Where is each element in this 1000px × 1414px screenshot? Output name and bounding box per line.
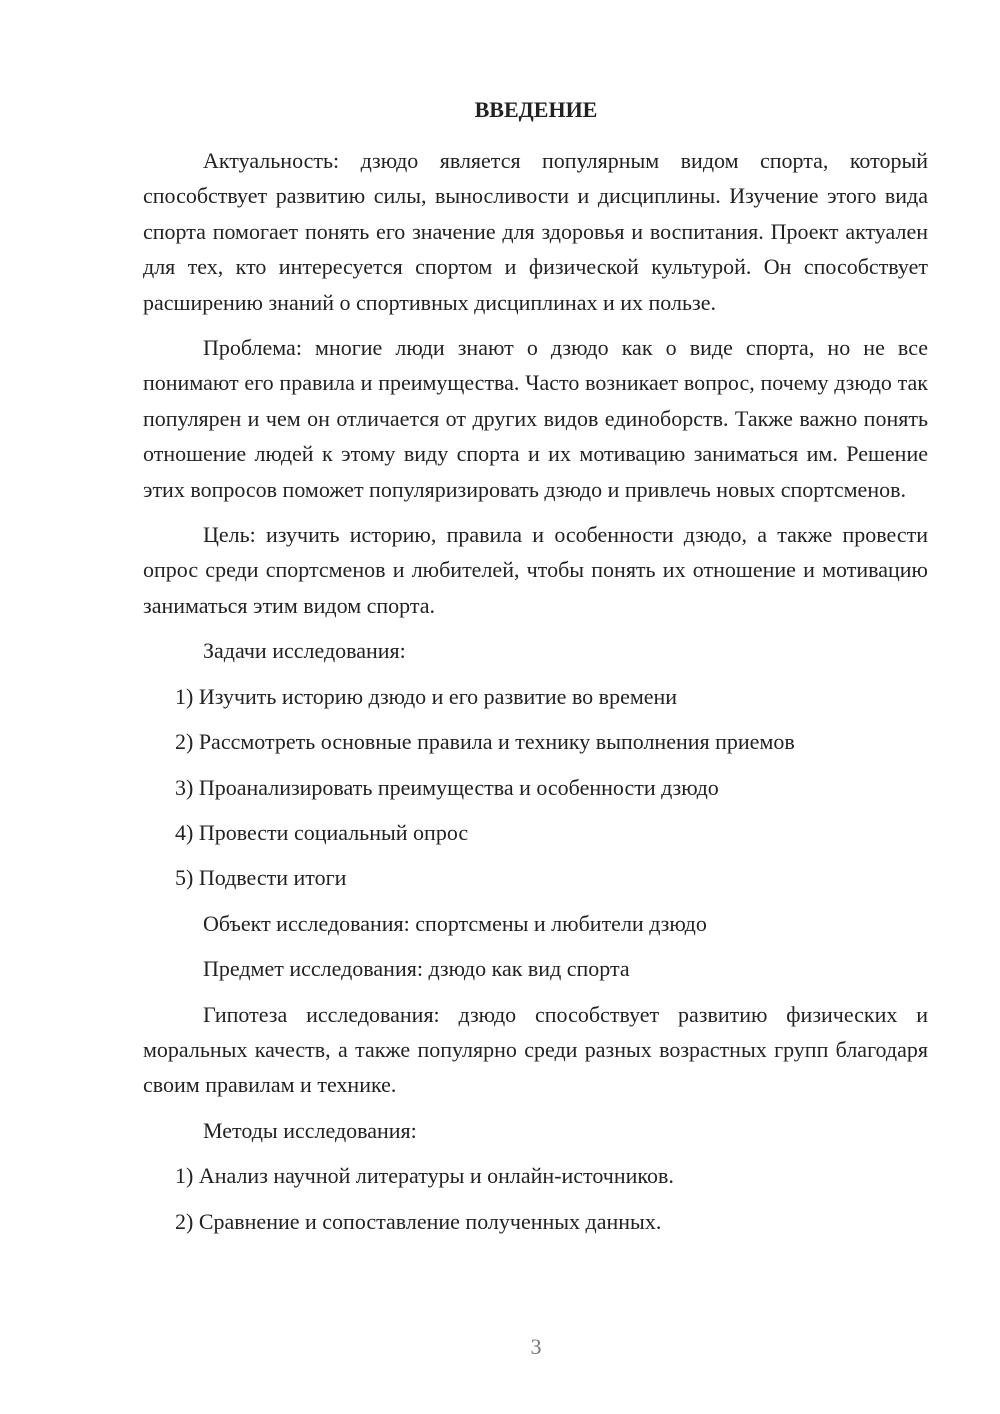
- page-title: ВВЕДЕНИЕ: [474, 97, 598, 122]
- problem-paragraph: Проблема: многие люди знают о дзюдо как о виде спорта, но не все понимают его правила и преимущества. Часто возникает вопрос, почему дзюдо так популярен и чем он отличается от других видов единоборств. Также важно понять отношение людей к этому виду спорта и их мотивацию заниматься им. Решение этих вопросов поможет популяризировать дзюдо и привлечь новых спортсменов.: [143, 335, 928, 502]
- task-item-3: 3) Проанализировать преимущества и особенности дзюдо: [175, 774, 719, 800]
- subject-line: Предмет исследования: дзюдо как вид спорта: [203, 956, 630, 982]
- method-item-1: 1) Анализ научной литературы и онлайн-источников.: [175, 1163, 674, 1189]
- hypothesis-paragraph: Гипотеза исследования: дзюдо способствует развитию физических и моральных качеств, а также популярно среди разных возрастных групп благодаря своим правилам и технике.: [143, 1001, 928, 1098]
- task-item-4: 4) Провести социальный опрос: [175, 819, 469, 845]
- tasks-list: [143, 679, 928, 896]
- task-item-1: 1) Изучить историю дзюдо и его развитие во времени: [175, 683, 678, 709]
- task-item-5: 5) Подвести итоги: [175, 865, 347, 891]
- document-body: [143, 143, 928, 1239]
- object-line: Объект исследования: спортсмены и любители дзюдо: [203, 910, 707, 936]
- methods-list: [143, 1158, 928, 1239]
- task-item-2: 2) Рассмотреть основные правила и технику выполнения приемов: [175, 729, 795, 755]
- goal-paragraph: Цель: изучить историю, правила и особенности дзюдо, а также провести опрос среди спортсменов и любителей, чтобы понять их отношение и мотивацию заниматься этим видом спорта.: [143, 522, 928, 618]
- methods-heading: Методы исследования:: [203, 1117, 417, 1143]
- page-number: 3: [530, 1334, 542, 1359]
- relevance-paragraph: Актуальность: дзюдо является популярным видом спорта, который способствует развитию силы, выносливости и дисциплины. Изучение этого вида спорта помогает понять его значение для здоровья и воспитания. Проект актуален для тех, кто интересуется спортом и физической культурой. Он способствует расширению знаний о спортивных дисциплинах и их пользе.: [143, 148, 928, 315]
- method-item-2: 2) Сравнение и сопоставление полученных данных.: [175, 1208, 662, 1234]
- tasks-heading: Задачи исследования:: [203, 638, 406, 664]
